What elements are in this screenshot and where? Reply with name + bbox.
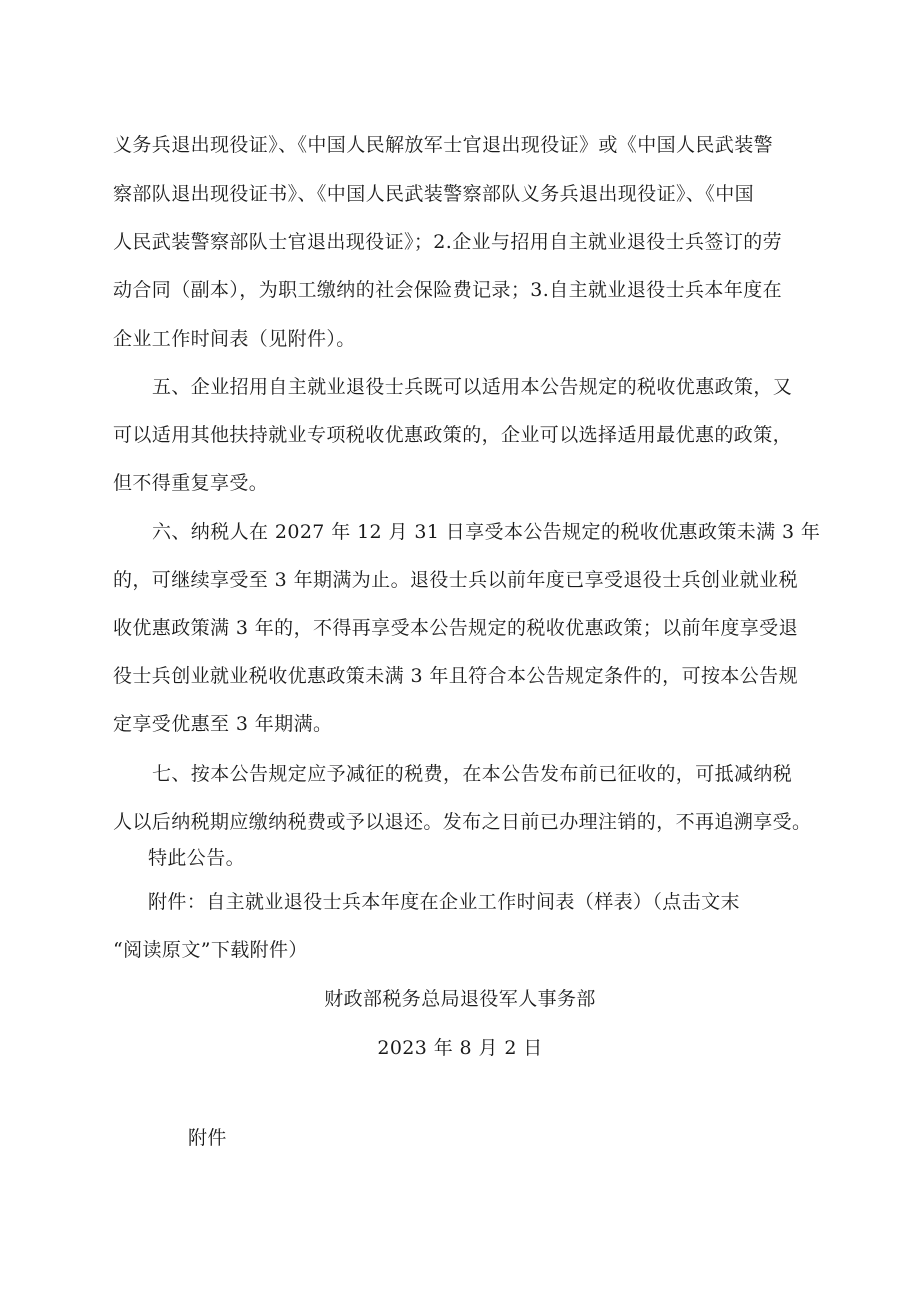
signatories: 财政部税务总局退役军人事务部 <box>324 988 596 1010</box>
text-line: 定享受优惠至 3 年期满。 <box>113 713 333 735</box>
text-line: 的，可继续享受至 3 年期满为止。退役士兵以前年度已享受退役士兵创业就业税 <box>113 569 798 591</box>
text-line: 动合同（副本），为职工缴纳的社会保险费记录；3.自主就业退役士兵本年度在 <box>113 279 783 301</box>
text-line: 察部队退出现役证书》、《中国人民武装警察部队义务兵退出现役证》、《中国 <box>113 183 755 205</box>
text-line: 役士兵创业就业税收优惠政策未满 3 年且符合本公告规定条件的，可按本公告规 <box>113 665 798 687</box>
text-line: 人民武装警察部队士官退出现役证》；2.企业与招用自主就业退役士兵签订的劳 <box>113 231 783 253</box>
closing-statement: 特此公告。 <box>148 847 246 869</box>
text-line: 可以适用其他扶持就业专项税收优惠政策的，企业可以选择适用最优惠的政策， <box>113 424 793 446</box>
text-line: 收优惠政策满 3 年的，不得再享受本公告规定的税收优惠政策；以前年度享受退 <box>113 617 798 639</box>
issue-date: 2023 年 8 月 2 日 <box>377 1037 543 1059</box>
attachment-heading: 附件 <box>188 1127 227 1149</box>
text-line: 五、企业招用自主就业退役士兵既可以适用本公告规定的税收优惠政策，又 <box>152 376 793 398</box>
text-line: 附件：自主就业退役士兵本年度在企业工作时间表（样表）（点击文末 <box>148 891 740 913</box>
text-line: 六、纳税人在 2027 年 12 月 31 日享受本公告规定的税收优惠政策未满 3 年 <box>152 521 821 543</box>
text-line: 人以后纳税期应缴纳税费或予以退还。发布之日前已办理注销的，不再追溯享受。 <box>113 811 812 833</box>
text-line: 义务兵退出现役证》、《中国人民解放军士官退出现役证》或《中国人民武装警 <box>113 134 774 156</box>
text-line: “阅读原文”下载附件） <box>113 939 308 961</box>
text-line: 七、按本公告规定应予减征的税费，在本公告发布前已征收的，可抵减纳税 <box>152 763 793 785</box>
text-line: 企业工作时间表（见附件）。 <box>113 328 356 350</box>
text-line: 但不得重复享受。 <box>113 472 269 494</box>
